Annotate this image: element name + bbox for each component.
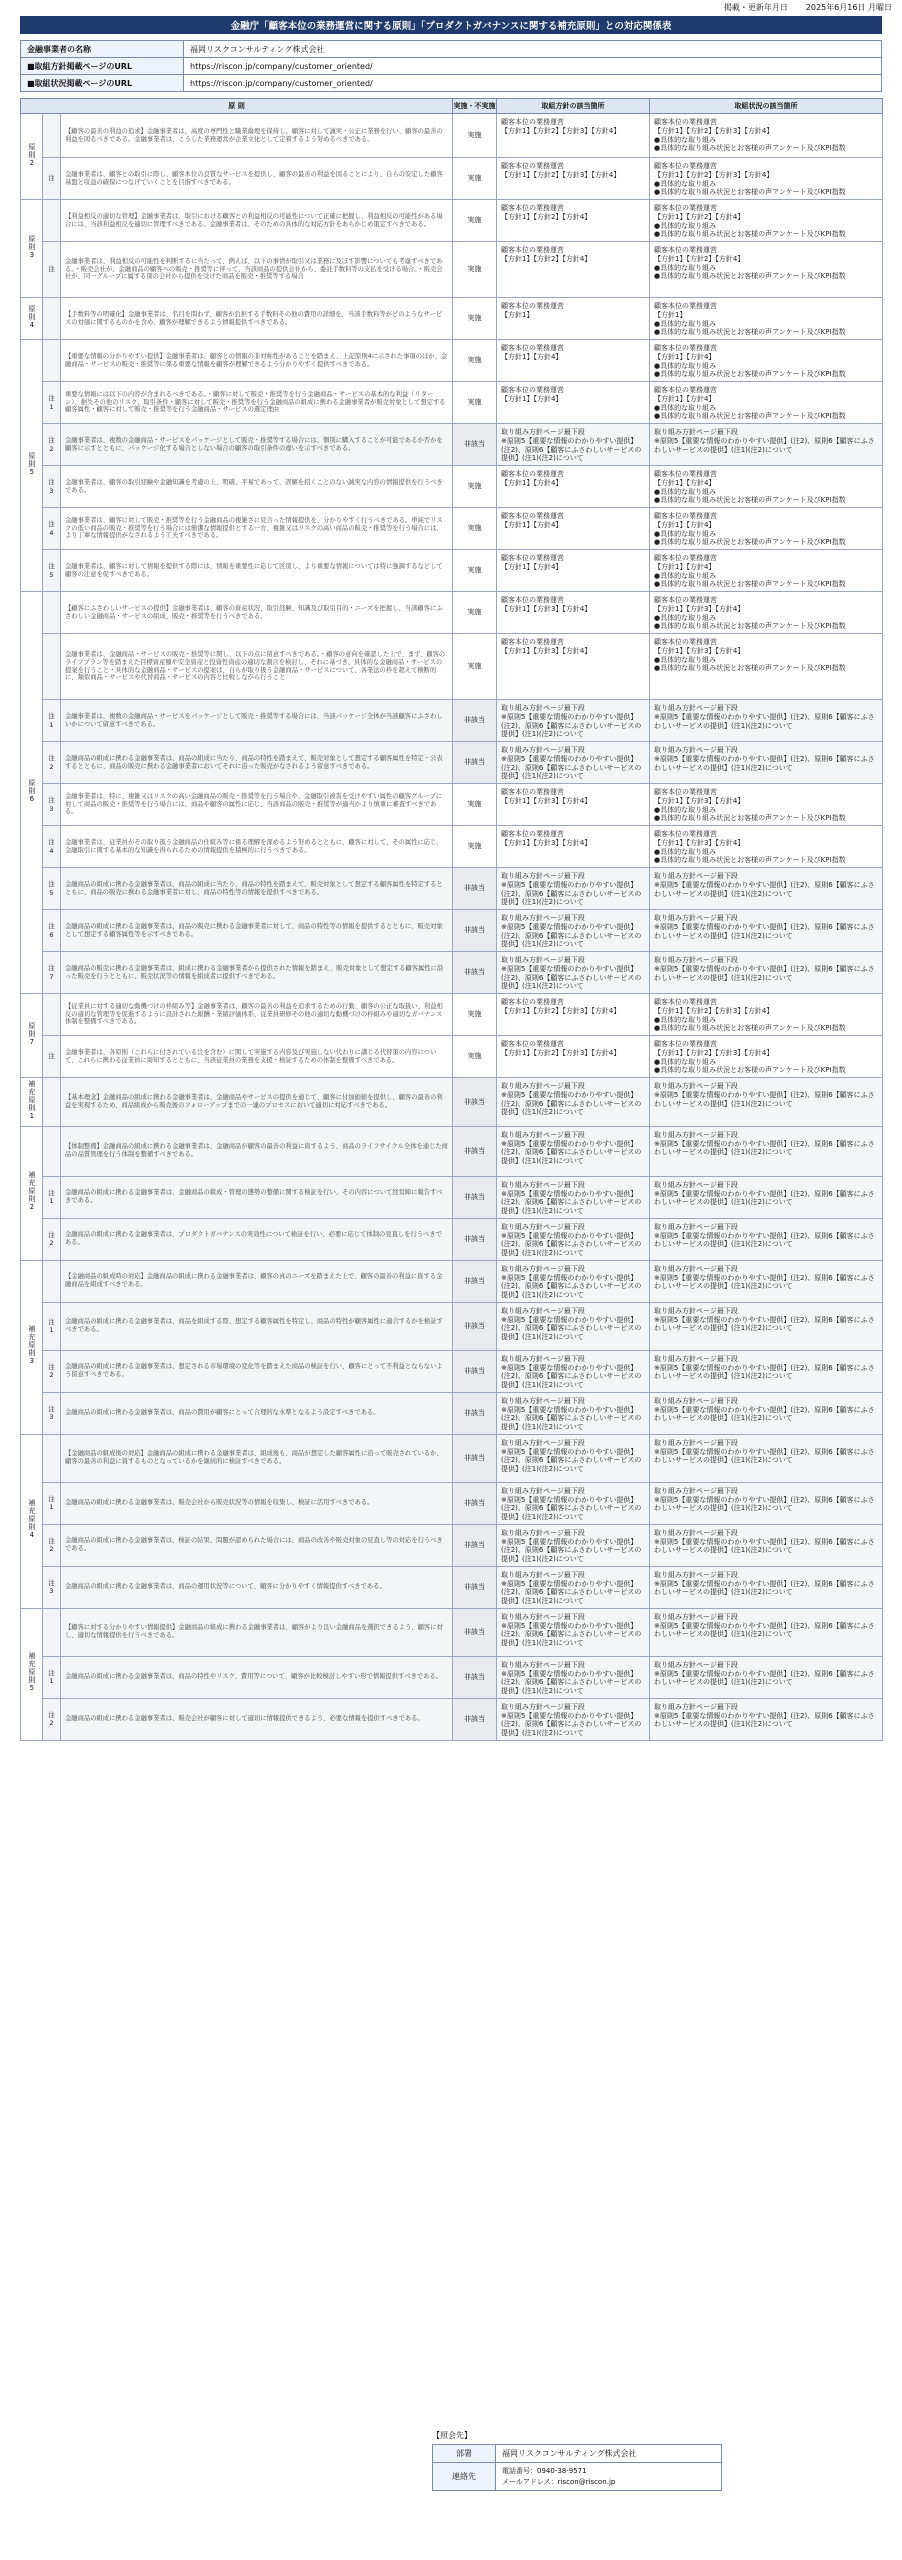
table-row <box>21 1482 883 1524</box>
policy-reference: 取り組み方針ページ最下段 ※原則5【重要な情報のわかりやすい提供】(注2)、原則6【顧客にふさわしいサービスの提供】(注1)(注2)について <box>497 424 650 466</box>
table-row <box>21 1566 883 1608</box>
contact-row <box>433 2463 722 2491</box>
situation-reference: 顧客本位の業務運営 【方針1】【方針4】 ●具体的な取り組み ●具体的な取り組み状況とお客様の声アンケート及びKPI指数 <box>650 382 883 424</box>
situation-reference: 取り組み方針ページ最下段 ※原則5【重要な情報のわかりやすい提供】(注2)、原則6【顧客にふさわしいサービスの提供】(注1)(注2)について <box>650 1566 883 1608</box>
status-cell: 実施 <box>453 158 497 200</box>
situation-reference: 取り組み方針ページ最下段 ※原則5【重要な情報のわかりやすい提供】(注2)、原則6【顧客にふさわしいサービスの提供】(注1)(注2)について <box>650 1218 883 1260</box>
policy-reference: 取り組み方針ページ最下段 ※原則5【重要な情報のわかりやすい提供】(注2)、原則6【顧客にふさわしいサービスの提供】(注1)(注2)について <box>497 1698 650 1740</box>
situation-reference: 顧客本位の業務運営 【方針1】【方針4】 ●具体的な取り組み ●具体的な取り組み状況とお客様の声アンケート及びKPI指数 <box>650 466 883 508</box>
status-cell: 実施 <box>453 508 497 550</box>
status-cell: 実施 <box>453 826 497 868</box>
table-row <box>21 1260 883 1302</box>
status-cell: 実施 <box>453 994 497 1036</box>
company-name: 福岡リスクコンサルティング株式会社 <box>184 41 882 58</box>
situation-reference: 取り組み方針ページ最下段 ※原則5【重要な情報のわかりやすい提供】(注2)、原則6【顧客にふさわしいサービスの提供】(注1)(注2)について <box>650 952 883 994</box>
policy-reference: 顧客本位の業務運営 【方針1】【方針2】【方針3】【方針4】 <box>497 994 650 1036</box>
principle-text: 金融商品の組成に携わる金融事業者は、販売会社が顧客に対して適切に情報提供できるよう、必要な情報を提供すべきである。 <box>61 1698 453 1740</box>
policy-url-row <box>21 58 882 75</box>
note-label: 注2 <box>43 1218 61 1260</box>
principle-text: 【体制整備】金融商品の組成に携わる金融事業者は、金融商品が顧客の最善の利益に資するよう、商品のライフサイクル全体を通じた商品の品質管理を行う体制を整備すべきである。 <box>61 1126 453 1176</box>
note-label: 注4 <box>43 826 61 868</box>
note-label: 注2 <box>43 1698 61 1740</box>
table-row <box>21 340 883 382</box>
status-cell: 非該当 <box>453 1176 497 1218</box>
principle-text: 金融事業者は、顧客に対して情報を提供する際には、情報を重要性に応じて区別し、より重要な情報については特に強調するなどして顧客の注意を促すべきである。 <box>61 550 453 592</box>
principle-group <box>21 994 43 1078</box>
principle-text: 金融事業者は、利益相反の可能性を判断するに当たって、例えば、以下の事情が取引又は業務に及ぼす影響についても考慮すべきである。・販売会社が、金融商品の顧客への販売・推奨等に伴って、当該商品の提供会社から、委託手数料等の支払を受ける場合。・販売会社が、同一グループに属する別の会社から提供を受けた商品を販売・推奨等する場合 <box>61 242 453 298</box>
situation-reference: 顧客本位の業務運営 【方針1】【方針2】【方針3】【方針4】 ●具体的な取り組み ●具体的な取り組み状況とお客様の声アンケート及びKPI指数 <box>650 114 883 158</box>
contact-phone: 電話番号：0940-38-9571 <box>502 2467 587 2475</box>
status-cell: 非該当 <box>453 1350 497 1392</box>
situation-reference: 取り組み方針ページ最下段 ※原則5【重要な情報のわかりやすい提供】(注2)、原則6【顧客にふさわしいサービスの提供】(注1)(注2)について <box>650 424 883 466</box>
table-row <box>21 994 883 1036</box>
principle-text: 金融商品の組成に携わる金融事業者は、プロダクトガバナンスの実効性について検証を行い、必要に応じて体制の見直しを行うべきである。 <box>61 1218 453 1260</box>
principle-group-label: 原則3 <box>27 234 36 260</box>
principle-text: 【顧客の最善の利益の追求】金融事業者は、高度の専門性と職業倫理を保持し、顧客に対して誠実・公正に業務を行い、顧客の最善の利益を図るべきである。金融事業者は、こうした業務運営が企業文化として定着するよう努めるべきである。 <box>61 114 453 158</box>
status-cell: 非該当 <box>453 1302 497 1350</box>
principle-group-label: 補充原則4 <box>27 1499 36 1541</box>
table-row <box>21 742 883 784</box>
dept-label: 部署 <box>433 2445 496 2463</box>
table-row <box>21 1524 883 1566</box>
principle-text: 重要な情報には以下の内容が含まれるべきである。・顧客に対して販売・推奨等を行う金融商品・サービスの基本的な利益（リターン）、損失その他のリスク、取引条件・顧客に対して販売・推奨等を行う金融商品の組成に携わる金融事業者が販売対象として想定する顧客属性・顧客に対して販売・推奨等を行う金融商品・サービスの選定理由 <box>61 382 453 424</box>
situation-reference: 取り組み方針ページ最下段 ※原則5【重要な情報のわかりやすい提供】(注2)、原則6【顧客にふさわしいサービスの提供】(注1)(注2)について <box>650 1524 883 1566</box>
note-label: 注7 <box>43 952 61 994</box>
situation-reference: 顧客本位の業務運営 【方針1】【方針2】【方針4】 ●具体的な取り組み ●具体的な取り組み状況とお客様の声アンケート及びKPI指数 <box>650 200 883 242</box>
policy-reference: 顧客本位の業務運営 【方針1】【方針4】 <box>497 550 650 592</box>
note-label: 注1 <box>43 1482 61 1524</box>
principle-text: 金融商品の販売に携わる金融事業者は、組成に携わる金融事業者から提供された情報を踏まえ、販売対象として想定する顧客属性に沿った販売を行うとともに、販売状況等の情報を組成者に提供すべきである。 <box>61 952 453 994</box>
situation-reference: 取り組み方針ページ最下段 ※原則5【重要な情報のわかりやすい提供】(注2)、原則6【顧客にふさわしいサービスの提供】(注1)(注2)について <box>650 1078 883 1127</box>
policy-reference: 取り組み方針ページ最下段 ※原則5【重要な情報のわかりやすい提供】(注2)、原則6【顧客にふさわしいサービスの提供】(注1)(注2)について <box>497 1176 650 1218</box>
note-label: 注3 <box>43 1392 61 1434</box>
situation-reference: 取り組み方針ページ最下段 ※原則5【重要な情報のわかりやすい提供】(注2)、原則6【顧客にふさわしいサービスの提供】(注1)(注2)について <box>650 1302 883 1350</box>
status-cell: 非該当 <box>453 868 497 910</box>
principle-text: 金融事業者は、金融商品・サービスの販売・推奨等に関し、以下の点に留意すべきである。・顧客の意向を確認した上で、まず、顧客のライフプラン等を踏まえた目標資産額や安全資産と投資性資産の適切な割合を検討し、それに基づき、具体的な金融商品・サービスの提案を行うこと・具体的な金融商品・サービスの提案は、自らが取り扱う金融商品・サービスについて、各業法の枠を超えて横断的に、類似商品・サービスや代替商品・サービスの内容と比較しながら行うこと <box>61 634 453 700</box>
table-row <box>21 1392 883 1434</box>
table-row <box>21 1176 883 1218</box>
principle-text: 金融商品の組成に携わる金融事業者は、検証の結果、問題が認められた場合には、商品の改善や販売対象の見直し等の対応を行うべきである。 <box>61 1524 453 1566</box>
policy-reference: 取り組み方針ページ最下段 ※原則5【重要な情報のわかりやすい提供】(注2)、原則6【顧客にふさわしいサービスの提供】(注1)(注2)について <box>497 1260 650 1302</box>
table-row <box>21 826 883 868</box>
principle-text: 金融商品の組成に携わる金融事業者は、商品の費用が顧客にとって合理的な水準となるよう設定すべきである。 <box>61 1392 453 1434</box>
status-cell: 実施 <box>453 340 497 382</box>
policy-reference: 取り組み方針ページ最下段 ※原則5【重要な情報のわかりやすい提供】(注2)、原則6【顧客にふさわしいサービスの提供】(注1)(注2)について <box>497 1524 650 1566</box>
principle-text: 【従業員に対する適切な動機づけの枠組み等】金融事業者は、顧客の最善の利益を追求するための行動、顧客の公正な取扱い、利益相反の適切な管理等を促進するように設計された報酬・業績評価体系、従業員研修その他の適切な動機づけの枠組みや適切なガバナンス体制を整備すべきである。 <box>61 994 453 1036</box>
status-url-link[interactable]: https://riscon.jp/company/customer_oriented/ <box>184 75 882 92</box>
principle-text: 金融事業者は、顧客の取引経験や金融知識を考慮の上、明確、平易であって、誤解を招くことのない誠実な内容の情報提供を行うべきである。 <box>61 466 453 508</box>
company-label: 金融事業者の名称 <box>21 41 184 58</box>
policy-reference: 顧客本位の業務運営 【方針1】 <box>497 298 650 340</box>
status-cell: 非該当 <box>453 1656 497 1698</box>
status-cell: 非該当 <box>453 1566 497 1608</box>
principle-text: 【利益相反の適切な管理】金融事業者は、取引における顧客との利益相反の可能性について正確に把握し、利益相反の可能性がある場合には、当該利益相反を適切に管理すべきである。金融事業者は、そのための具体的な対応方針をあらかじめ策定すべきである。 <box>61 200 453 242</box>
principle-text: 金融事業者は、各原則（これらに付されている注を含む）に関して実施する内容及び実施しない代わりに講じる代替策の内容について、これらに携わる従業員に周知するとともに、当該従業員の業務を支援・検証するための体制を整備すべきである。 <box>61 1036 453 1078</box>
note-label <box>43 634 61 700</box>
note-label: 注1 <box>43 1176 61 1218</box>
principle-text: 金融事業者は、特に、複雑又はリスクの高い金融商品の販売・推奨等を行う場合や、金融取引被害を受けやすい属性の顧客グループに対して商品の販売・推奨等を行う場合には、商品や顧客の属性に応じ、当該商品の販売・推奨等が適当かより慎重に審査すべきである。 <box>61 784 453 826</box>
table-row <box>21 114 883 158</box>
company-info <box>20 40 882 92</box>
table-header <box>21 99 883 114</box>
principle-group-label: 原則7 <box>27 1021 36 1047</box>
note-label <box>43 298 61 340</box>
principle-group-label: 原則5 <box>27 451 36 477</box>
note-label: 注2 <box>43 742 61 784</box>
note-label: 注5 <box>43 868 61 910</box>
note-label: 注1 <box>43 1656 61 1698</box>
note-label <box>43 1608 61 1656</box>
note-label <box>43 1434 61 1482</box>
dept-row <box>433 2445 722 2463</box>
situation-reference: 取り組み方針ページ最下段 ※原則5【重要な情報のわかりやすい提供】(注2)、原則6【顧客にふさわしいサービスの提供】(注1)(注2)について <box>650 1482 883 1524</box>
policy-reference: 顧客本位の業務運営 【方針1】【方針3】【方針4】 <box>497 784 650 826</box>
note-label: 注1 <box>43 700 61 742</box>
status-cell: 非該当 <box>453 1434 497 1482</box>
policy-reference: 取り組み方針ページ最下段 ※原則5【重要な情報のわかりやすい提供】(注2)、原則6【顧客にふさわしいサービスの提供】(注1)(注2)について <box>497 910 650 952</box>
table-row <box>21 910 883 952</box>
table-row <box>21 784 883 826</box>
principle-group <box>21 1434 43 1608</box>
status-cell: 実施 <box>453 784 497 826</box>
note-label: 注5 <box>43 550 61 592</box>
principle-text: 【顧客に対する分かりやすい情報提供】金融商品の組成に携わる金融事業者は、顧客がより良い金融商品を選択できるよう、顧客に対し、適切な情報提供を行うべきである。 <box>61 1608 453 1656</box>
correspondence-table <box>20 98 883 1741</box>
note-label <box>43 1078 61 1127</box>
situation-reference: 取り組み方針ページ最下段 ※原則5【重要な情報のわかりやすい提供】(注2)、原則6【顧客にふさわしいサービスの提供】(注1)(注2)について <box>650 1392 883 1434</box>
policy-url-link[interactable]: https://riscon.jp/company/customer_oriented/ <box>184 58 882 75</box>
principle-group <box>21 1608 43 1740</box>
policy-reference: 取り組み方針ページ最下段 ※原則5【重要な情報のわかりやすい提供】(注2)、原則6【顧客にふさわしいサービスの提供】(注1)(注2)について <box>497 868 650 910</box>
status-cell: 非該当 <box>453 910 497 952</box>
note-label: 注1 <box>43 382 61 424</box>
note-label <box>43 1126 61 1176</box>
table-row <box>21 242 883 298</box>
situation-reference: 取り組み方針ページ最下段 ※原則5【重要な情報のわかりやすい提供】(注2)、原則6【顧客にふさわしいサービスの提供】(注1)(注2)について <box>650 1656 883 1698</box>
policy-reference: 取り組み方針ページ最下段 ※原則5【重要な情報のわかりやすい提供】(注2)、原則6【顧客にふさわしいサービスの提供】(注1)(注2)について <box>497 1302 650 1350</box>
principle-text: 【金融商品の組成時の対応】金融商品の組成に携わる金融事業者は、顧客の真のニーズを踏まえた上で、顧客の最善の利益に資する金融商品を組成すべきである。 <box>61 1260 453 1302</box>
principle-group-label: 補充原則1 <box>27 1080 36 1121</box>
policy-reference: 取り組み方針ページ最下段 ※原則5【重要な情報のわかりやすい提供】(注2)、原則6【顧客にふさわしいサービスの提供】(注1)(注2)について <box>497 1566 650 1608</box>
principle-text: 金融商品の組成に携わる金融事業者は、商品の販売に携わる金融事業者に対して、商品の特性等の情報を提供するとともに、販売対象として想定する顧客属性等を示すべきである。 <box>61 910 453 952</box>
table-row <box>21 952 883 994</box>
status-cell: 実施 <box>453 1036 497 1078</box>
principle-group-label: 原則2 <box>27 142 36 168</box>
table-body <box>21 114 883 1741</box>
policy-reference: 取り組み方針ページ最下段 ※原則5【重要な情報のわかりやすい提供】(注2)、原則6【顧客にふさわしいサービスの提供】(注1)(注2)について <box>497 1350 650 1392</box>
note-label: 注3 <box>43 466 61 508</box>
table-row <box>21 466 883 508</box>
table-row <box>21 1350 883 1392</box>
situation-reference: 取り組み方針ページ最下段 ※原則5【重要な情報のわかりやすい提供】(注2)、原則6【顧客にふさわしいサービスの提供】(注1)(注2)について <box>650 910 883 952</box>
situation-reference: 顧客本位の業務運営 【方針1】【方針4】 ●具体的な取り組み ●具体的な取り組み状況とお客様の声アンケート及びKPI指数 <box>650 508 883 550</box>
principle-group-label: 原則6 <box>27 778 36 804</box>
table-row <box>21 424 883 466</box>
table-row <box>21 1608 883 1656</box>
dept-value: 福岡リスクコンサルティング株式会社 <box>496 2445 722 2463</box>
policy-reference: 顧客本位の業務運営 【方針1】【方針4】 <box>497 508 650 550</box>
note-label: 注2 <box>43 424 61 466</box>
status-url-label: ■取組状況掲載ページのURL <box>21 75 184 92</box>
col-principle: 原 則 <box>21 99 453 114</box>
status-cell: 非該当 <box>453 1260 497 1302</box>
contact-email[interactable]: メールアドレス：riscon@riscon.jp <box>502 2477 616 2486</box>
situation-reference: 取り組み方針ページ最下段 ※原則5【重要な情報のわかりやすい提供】(注2)、原則6【顧客にふさわしいサービスの提供】(注1)(注2)について <box>650 700 883 742</box>
principle-group <box>21 200 43 298</box>
table-row <box>21 158 883 200</box>
table-row <box>21 700 883 742</box>
status-cell: 非該当 <box>453 700 497 742</box>
policy-url-label: ■取組方針掲載ページのURL <box>21 58 184 75</box>
principle-group-label: 補充原則3 <box>27 1325 36 1367</box>
policy-reference: 顧客本位の業務運営 【方針1】【方針2】【方針3】【方針4】 <box>497 1036 650 1078</box>
situation-reference: 取り組み方針ページ最下段 ※原則5【重要な情報のわかりやすい提供】(注2)、原則6【顧客にふさわしいサービスの提供】(注1)(注2)について <box>650 742 883 784</box>
policy-reference: 取り組み方針ページ最下段 ※原則5【重要な情報のわかりやすい提供】(注2)、原則6【顧客にふさわしいサービスの提供】(注1)(注2)について <box>497 1126 650 1176</box>
table-row <box>21 550 883 592</box>
policy-reference: 取り組み方針ページ最下段 ※原則5【重要な情報のわかりやすい提供】(注2)、原則6【顧客にふさわしいサービスの提供】(注1)(注2)について <box>497 952 650 994</box>
policy-reference: 顧客本位の業務運営 【方針1】【方針2】【方針4】 <box>497 242 650 298</box>
table-row <box>21 1078 883 1127</box>
situation-reference: 顧客本位の業務運営 【方針1】【方針2】【方針4】 ●具体的な取り組み ●具体的な取り組み状況とお客様の声アンケート及びKPI指数 <box>650 242 883 298</box>
policy-reference: 顧客本位の業務運営 【方針1】【方針2】【方針3】【方針4】 <box>497 114 650 158</box>
situation-reference: 顧客本位の業務運営 【方針1】 ●具体的な取り組み ●具体的な取り組み状況とお客様の声アンケート及びKPI指数 <box>650 298 883 340</box>
policy-reference: 顧客本位の業務運営 【方針1】【方針4】 <box>497 340 650 382</box>
table-row <box>21 1126 883 1176</box>
status-cell: 実施 <box>453 634 497 700</box>
status-cell: 実施 <box>453 466 497 508</box>
principle-group-label: 補充原則2 <box>27 1171 36 1213</box>
table-row <box>21 634 883 700</box>
note-label: 注2 <box>43 1524 61 1566</box>
contact-value <box>496 2463 722 2491</box>
table-row <box>21 508 883 550</box>
situation-reference: 顧客本位の業務運営 【方針1】【方針3】【方針4】 ●具体的な取り組み ●具体的な取り組み状況とお客様の声アンケート及びKPI指数 <box>650 592 883 634</box>
note-label <box>43 340 61 382</box>
principle-text: 金融商品の組成に携わる金融事業者は、販売会社から販売状況等の情報を収集し、検証に活用すべきである。 <box>61 1482 453 1524</box>
page-title: 金融庁「顧客本位の業務運営に関する原則」「プロダクトガバナンスに関する補充原則」との対応関係表 <box>20 16 882 34</box>
situation-reference: 取り組み方針ページ最下段 ※原則5【重要な情報のわかりやすい提供】(注2)、原則6【顧客にふさわしいサービスの提供】(注1)(注2)について <box>650 1176 883 1218</box>
table-row <box>21 200 883 242</box>
note-label <box>43 114 61 158</box>
table-row <box>21 1434 883 1482</box>
principle-text: 金融事業者は、複数の金融商品・サービスをパッケージとして販売・推奨等する場合には、個別に購入することが可能であるか否かを顧客に示すとともに、パッケージ化する場合としない場合の顧客の取引条件の違いを示すべきである。 <box>61 424 453 466</box>
situation-reference: 顧客本位の業務運営 【方針1】【方針4】 ●具体的な取り組み ●具体的な取り組み状況とお客様の声アンケート及びKPI指数 <box>650 550 883 592</box>
note-label: 注3 <box>43 784 61 826</box>
principle-text: 【顧客にふさわしいサービスの提供】金融事業者は、顧客の資産状況、取引経験、知識及び取引目的・ニーズを把握し、当該顧客にふさわしい金融商品・サービスの組成、販売・推奨等を行うべきである。 <box>61 592 453 634</box>
principle-group <box>21 1126 43 1260</box>
table-row <box>21 298 883 340</box>
situation-reference: 顧客本位の業務運営 【方針1】【方針3】【方針4】 ●具体的な取り組み ●具体的な取り組み状況とお客様の声アンケート及びKPI指数 <box>650 784 883 826</box>
policy-reference: 取り組み方針ページ最下段 ※原則5【重要な情報のわかりやすい提供】(注2)、原則6【顧客にふさわしいサービスの提供】(注1)(注2)について <box>497 1482 650 1524</box>
policy-reference: 取り組み方針ページ最下段 ※原則5【重要な情報のわかりやすい提供】(注2)、原則6【顧客にふさわしいサービスの提供】(注1)(注2)について <box>497 1608 650 1656</box>
situation-reference: 取り組み方針ページ最下段 ※原則5【重要な情報のわかりやすい提供】(注2)、原則6【顧客にふさわしいサービスの提供】(注1)(注2)について <box>650 1126 883 1176</box>
status-cell: 実施 <box>453 114 497 158</box>
note-label: 注 <box>43 1036 61 1078</box>
status-cell: 非該当 <box>453 1218 497 1260</box>
status-url-row <box>21 75 882 92</box>
meta-bar <box>0 0 902 16</box>
status-cell: 実施 <box>453 298 497 340</box>
policy-reference: 顧客本位の業務運営 【方針1】【方針3】【方針4】 <box>497 634 650 700</box>
status-cell: 非該当 <box>453 1126 497 1176</box>
principle-text: 金融商品の組成に携わる金融事業者は、商品の特性やリスク、費用等について、顧客が比較検討しやすい形で情報提供すべきである。 <box>61 1656 453 1698</box>
status-cell: 非該当 <box>453 1078 497 1127</box>
note-label <box>43 1260 61 1302</box>
principle-text: 金融事業者は、複数の金融商品・サービスをパッケージとして販売・推奨等する場合には、当該パッケージ全体が当該顧客にふさわしいかについて留意すべきである。 <box>61 700 453 742</box>
contact-block <box>432 2430 722 2491</box>
policy-reference: 取り組み方針ページ最下段 ※原則5【重要な情報のわかりやすい提供】(注2)、原則6【顧客にふさわしいサービスの提供】(注1)(注2)について <box>497 742 650 784</box>
policy-reference: 取り組み方針ページ最下段 ※原則5【重要な情報のわかりやすい提供】(注2)、原則6【顧客にふさわしいサービスの提供】(注1)(注2)について <box>497 1434 650 1482</box>
status-cell: 非該当 <box>453 1698 497 1740</box>
table-row <box>21 382 883 424</box>
policy-reference: 顧客本位の業務運営 【方針1】【方針3】【方針4】 <box>497 826 650 868</box>
principle-text: 【手数料等の明確化】金融事業者は、名目を問わず、顧客が負担する手数料その他の費用の詳細を、当該手数料等がどのようなサービスの対価に関するものかを含め、顧客が理解できるよう情報提供すべきである。 <box>61 298 453 340</box>
status-cell: 実施 <box>453 242 497 298</box>
status-cell: 実施 <box>453 200 497 242</box>
principle-text: 金融商品の組成に携わる金融事業者は、商品を組成する際、想定する顧客属性を特定し、商品の特性が顧客属性に適合するかを検証すべきである。 <box>61 1302 453 1350</box>
situation-reference: 取り組み方針ページ最下段 ※原則5【重要な情報のわかりやすい提供】(注2)、原則6【顧客にふさわしいサービスの提供】(注1)(注2)について <box>650 1350 883 1392</box>
note-label: 注 <box>43 158 61 200</box>
status-cell: 非該当 <box>453 1392 497 1434</box>
principle-text: 金融商品の組成に携わる金融事業者は、金融商品の組成・管理の態勢の整備に関する検証を行い、その内容について経営陣に報告すべきである。 <box>61 1176 453 1218</box>
situation-reference: 顧客本位の業務運営 【方針1】【方針3】【方針4】 ●具体的な取り組み ●具体的な取り組み状況とお客様の声アンケート及びKPI指数 <box>650 634 883 700</box>
meta-label: 掲載・更新年月日 <box>723 3 788 12</box>
contact-heading: 【照会先】 <box>432 2431 472 2440</box>
situation-reference: 顧客本位の業務運営 【方針1】【方針2】【方針3】【方針4】 ●具体的な取り組み ●具体的な取り組み状況とお客様の声アンケート及びKPI指数 <box>650 994 883 1036</box>
note-label: 注6 <box>43 910 61 952</box>
policy-reference: 顧客本位の業務運営 【方針1】【方針2】【方針3】【方針4】 <box>497 158 650 200</box>
principle-text: 金融事業者は、顧客に対して販売・推奨等を行う金融商品の複雑さに見合った情報提供を、分かりやすく行うべきである。単純でリスクの低い商品の販売・推奨等を行う場合には簡潔な情報提供とする一方、複雑又はリスクの高い商品の販売・推奨等を行う場合には、より丁寧な情報提供がなされるよう工夫すべきである。 <box>61 508 453 550</box>
status-cell: 非該当 <box>453 1524 497 1566</box>
principle-text: 【重要な情報の分かりやすい提供】金融事業者は、顧客との情報の非対称性があることを踏まえ、上記原則4に示された事項のほか、金融商品・サービスの販売・推奨等に係る重要な情報を顧客が理解できるよう分かりやすく提供すべきである。 <box>61 340 453 382</box>
table-row <box>21 1302 883 1350</box>
situation-reference: 顧客本位の業務運営 【方針1】【方針3】【方針4】 ●具体的な取り組み ●具体的な取り組み状況とお客様の声アンケート及びKPI指数 <box>650 826 883 868</box>
principle-group <box>21 592 43 994</box>
principle-text: 金融事業者は、顧客との取引に際し、顧客本位の良質なサービスを提供し、顧客の最善の利益を図ることにより、自らの安定した顧客基盤と収益の確保につなげていくことを目指すべきである。 <box>61 158 453 200</box>
policy-reference: 取り組み方針ページ最下段 ※原則5【重要な情報のわかりやすい提供】(注2)、原則6【顧客にふさわしいサービスの提供】(注1)(注2)について <box>497 1392 650 1434</box>
contact-table <box>432 2444 722 2491</box>
col-policy: 取組方針の該当箇所 <box>497 99 650 114</box>
contact-label: 連絡先 <box>433 2463 496 2491</box>
status-cell: 非該当 <box>453 952 497 994</box>
situation-reference: 顧客本位の業務運営 【方針1】【方針2】【方針3】【方針4】 ●具体的な取り組み ●具体的な取り組み状況とお客様の声アンケート及びKPI指数 <box>650 158 883 200</box>
policy-reference: 取り組み方針ページ最下段 ※原則5【重要な情報のわかりやすい提供】(注2)、原則6【顧客にふさわしいサービスの提供】(注1)(注2)について <box>497 1656 650 1698</box>
principle-text: 金融商品の組成に携わる金融事業者は、商品の組成に当たり、商品の特性を踏まえて、販売対象として想定する顧客属性を特定・公表するとともに、商品の販売に携わる金融事業者においてそれに沿った販売がなされるよう留意すべきである。 <box>61 742 453 784</box>
table-row <box>21 1218 883 1260</box>
principle-text: 【金融商品の組成後の対応】金融商品の組成に携わる金融事業者は、組成後も、商品が想定した顧客属性に沿って販売されているか、顧客の最善の利益に資するものとなっているかを継続的に検証すべきである。 <box>61 1434 453 1482</box>
principle-group-label: 補充原則5 <box>27 1652 36 1694</box>
policy-reference: 顧客本位の業務運営 【方針1】【方針2】【方針4】 <box>497 200 650 242</box>
principle-group <box>21 1078 43 1127</box>
principle-text: 【基本理念】金融商品の組成に携わる金融事業者は、金融商品やサービスの提供を通じて、顧客に付加価値を提供し、顧客の最善の利益を実現するため、商品組成から販売後のフォローアップまでの一連のプロセスにおいて適切に対応すべきである。 <box>61 1078 453 1127</box>
principle-text: 金融商品の組成に携わる金融事業者は、商品の運用状況等について、顧客に分かりやすく情報提供すべきである。 <box>61 1566 453 1608</box>
principle-text: 金融事業者は、従業員がその取り扱う金融商品の仕組み等に係る理解を深めるよう努めるとともに、顧客に対して、その属性に応じ、金融取引に関する基本的な知識を得られるための情報提供を積極的に行うべきである。 <box>61 826 453 868</box>
table-row <box>21 868 883 910</box>
status-cell: 非該当 <box>453 424 497 466</box>
note-label: 注3 <box>43 1566 61 1608</box>
table-row <box>21 1656 883 1698</box>
status-cell: 実施 <box>453 382 497 424</box>
situation-reference: 取り組み方針ページ最下段 ※原則5【重要な情報のわかりやすい提供】(注2)、原則6【顧客にふさわしいサービスの提供】(注1)(注2)について <box>650 1260 883 1302</box>
col-situation: 取組状況の該当箇所 <box>650 99 883 114</box>
policy-reference: 顧客本位の業務運営 【方針1】【方針3】【方針4】 <box>497 592 650 634</box>
situation-reference: 取り組み方針ページ最下段 ※原則5【重要な情報のわかりやすい提供】(注2)、原則6【顧客にふさわしいサービスの提供】(注1)(注2)について <box>650 1608 883 1656</box>
note-label <box>43 592 61 634</box>
note-label: 注 <box>43 242 61 298</box>
note-label <box>43 994 61 1036</box>
principle-group <box>21 1260 43 1434</box>
note-label <box>43 200 61 242</box>
principle-group-label: 原則4 <box>27 304 36 330</box>
table-row <box>21 1036 883 1078</box>
situation-reference: 顧客本位の業務運営 【方針1】【方針4】 ●具体的な取り組み ●具体的な取り組み状況とお客様の声アンケート及びKPI指数 <box>650 340 883 382</box>
situation-reference: 取り組み方針ページ最下段 ※原則5【重要な情報のわかりやすい提供】(注2)、原則6【顧客にふさわしいサービスの提供】(注1)(注2)について <box>650 1698 883 1740</box>
situation-reference: 顧客本位の業務運営 【方針1】【方針2】【方針3】【方針4】 ●具体的な取り組み ●具体的な取り組み状況とお客様の声アンケート及びKPI指数 <box>650 1036 883 1078</box>
principle-group <box>21 114 43 200</box>
principle-text: 金融商品の組成に携わる金融事業者は、想定される市場環境の変化等を踏まえた商品の検証を行い、顧客にとって不利益とならないよう留意すべきである。 <box>61 1350 453 1392</box>
status-cell: 実施 <box>453 550 497 592</box>
principle-group <box>21 298 43 340</box>
situation-reference: 取り組み方針ページ最下段 ※原則5【重要な情報のわかりやすい提供】(注2)、原則6【顧客にふさわしいサービスの提供】(注1)(注2)について <box>650 1434 883 1482</box>
company-row <box>21 41 882 58</box>
policy-reference: 取り組み方針ページ最下段 ※原則5【重要な情報のわかりやすい提供】(注2)、原則6【顧客にふさわしいサービスの提供】(注1)(注2)について <box>497 1218 650 1260</box>
col-status: 実施・不実施 <box>453 99 497 114</box>
policy-reference: 顧客本位の業務運営 【方針1】【方針4】 <box>497 382 650 424</box>
meta-date: 2025年6月16日 月曜日 <box>805 3 892 12</box>
status-cell: 非該当 <box>453 742 497 784</box>
note-label: 注2 <box>43 1350 61 1392</box>
status-cell: 実施 <box>453 592 497 634</box>
policy-reference: 顧客本位の業務運営 【方針1】【方針4】 <box>497 466 650 508</box>
status-cell: 非該当 <box>453 1608 497 1656</box>
policy-reference: 取り組み方針ページ最下段 ※原則5【重要な情報のわかりやすい提供】(注2)、原則6【顧客にふさわしいサービスの提供】(注1)(注2)について <box>497 1078 650 1127</box>
policy-reference: 取り組み方針ページ最下段 ※原則5【重要な情報のわかりやすい提供】(注2)、原則6【顧客にふさわしいサービスの提供】(注1)(注2)について <box>497 700 650 742</box>
principle-group <box>21 340 43 592</box>
note-label: 注1 <box>43 1302 61 1350</box>
table-row <box>21 1698 883 1740</box>
note-label: 注4 <box>43 508 61 550</box>
principle-text: 金融商品の組成に携わる金融事業者は、商品の組成に当たり、商品の特性を踏まえて、販売対象として想定する顧客属性を特定するとともに、商品の販売に携わる金融事業者に対し、商品の特性等の情報を提供すべきである。 <box>61 868 453 910</box>
table-row <box>21 592 883 634</box>
situation-reference: 取り組み方針ページ最下段 ※原則5【重要な情報のわかりやすい提供】(注2)、原則6【顧客にふさわしいサービスの提供】(注1)(注2)について <box>650 868 883 910</box>
status-cell: 非該当 <box>453 1482 497 1524</box>
